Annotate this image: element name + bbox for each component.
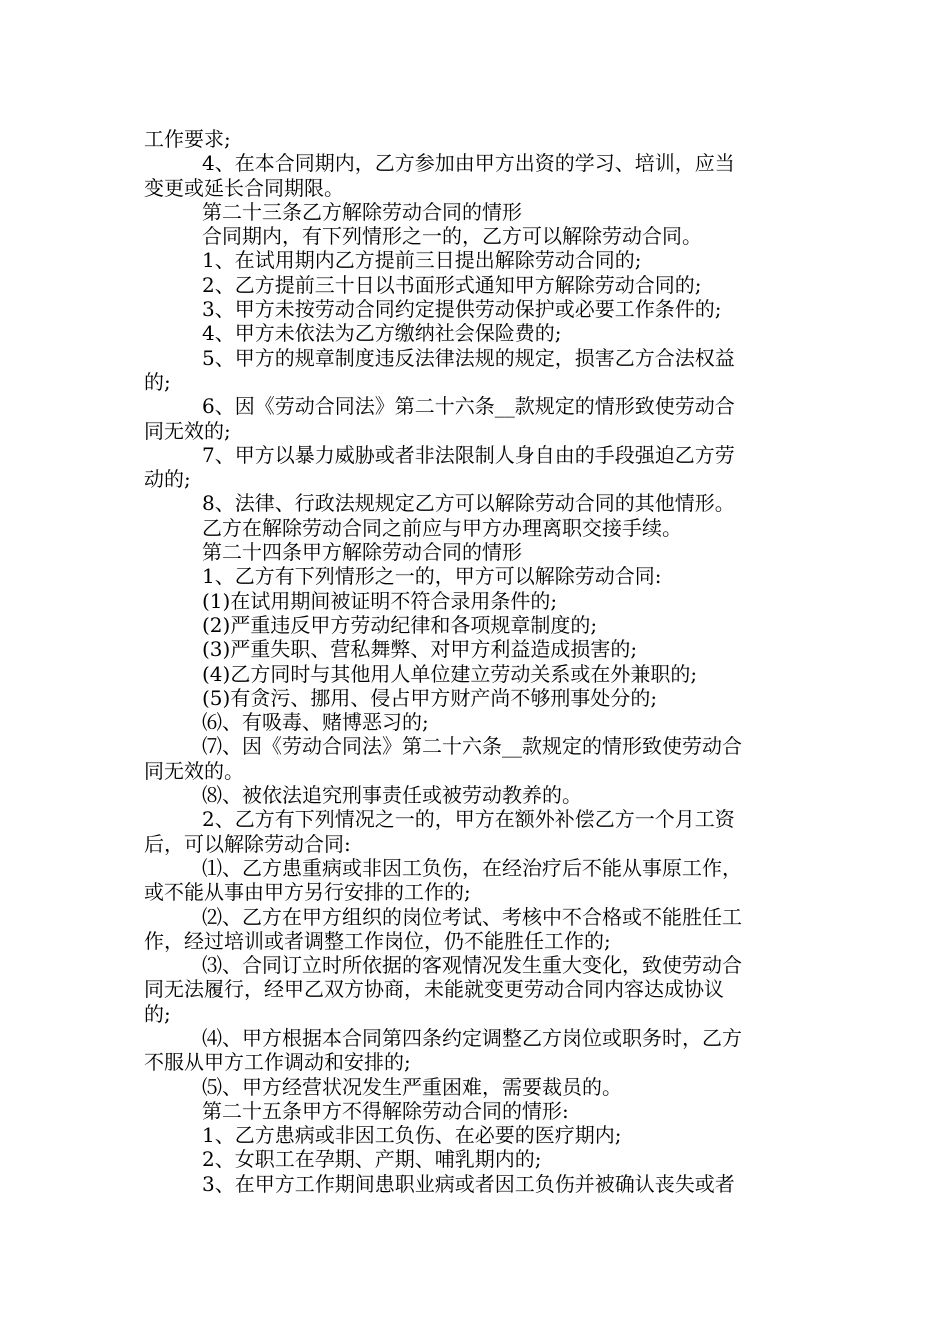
text-line: ⑶、合同订立时所依据的客观情况发生重大变化，致使劳动合 bbox=[202, 953, 742, 978]
text-line: 1、乙方有下列情形之一的，甲方可以解除劳动合同: bbox=[202, 564, 662, 589]
text-line: ⑺、因《劳动合同法》第二十六条__款规定的情形致使劳动合 bbox=[202, 734, 742, 759]
text-line: 6、因《劳动合同法》第二十六条__款规定的情形致使劳动合 bbox=[202, 394, 735, 419]
text-line: 同无效的; bbox=[144, 418, 231, 443]
text-line: 的; bbox=[144, 1001, 171, 1026]
text-line: 第二十三条乙方解除劳动合同的情形 bbox=[202, 199, 522, 224]
text-line: (3)严重失职、营私舞弊、对甲方利益造成损害的; bbox=[202, 637, 638, 662]
text-line: ⑸、甲方经营状况发生严重困难，需要裁员的。 bbox=[202, 1074, 622, 1099]
text-line: 第二十五条甲方不得解除劳动合同的情形: bbox=[202, 1098, 569, 1123]
text-line: 的; bbox=[144, 369, 171, 394]
text-line: (1)在试用期间被证明不符合录用条件的; bbox=[202, 588, 558, 613]
text-line: ⑵、乙方在甲方组织的岗位考试、考核中不合格或不能胜任工 bbox=[202, 904, 742, 929]
document-body bbox=[144, 127, 812, 1196]
text-line: 作，经过培训或者调整工作岗位，仍不能胜任工作的; bbox=[144, 928, 611, 953]
text-line: 8、法律、行政法规规定乙方可以解除劳动合同的其他情形。 bbox=[202, 491, 735, 516]
text-line: ⑷、甲方根据本合同第四条约定调整乙方岗位或职务时，乙方 bbox=[202, 1025, 742, 1050]
text-line: 2、乙方有下列情况之一的，甲方在额外补偿乙方一个月工资 bbox=[202, 807, 735, 832]
text-line: 1、在试用期内乙方提前三日提出解除劳动合同的; bbox=[202, 248, 642, 273]
text-line: 5、甲方的规章制度违反法律法规的规定，损害乙方合法权益 bbox=[202, 345, 735, 370]
text-line: 乙方在解除劳动合同之前应与甲方办理离职交接手续。 bbox=[202, 515, 682, 540]
text-line: 同无效的。 bbox=[144, 758, 244, 783]
text-line: ⑴、乙方患重病或非因工负伤，在经治疗后不能从事原工作， bbox=[202, 855, 742, 880]
text-line: 3、在甲方工作期间患职业病或者因工负伤并被确认丧失或者 bbox=[202, 1171, 735, 1196]
text-line: 动的; bbox=[144, 467, 191, 492]
text-line: ⑻、被依法追究刑事责任或被劳动教养的。 bbox=[202, 783, 582, 808]
text-line: 或不能从事由甲方另行安排的工作的; bbox=[144, 880, 471, 905]
text-line: 第二十四条甲方解除劳动合同的情形 bbox=[202, 540, 522, 565]
text-line: 2、女职工在孕期、产期、哺乳期内的; bbox=[202, 1147, 542, 1172]
text-line: 合同期内，有下列情形之一的，乙方可以解除劳动合同。 bbox=[202, 224, 702, 249]
text-line: (5)有贪污、挪用、侵占甲方财产尚不够刑事处分的; bbox=[202, 685, 658, 710]
text-line: ⑹、有吸毒、赌博恶习的; bbox=[202, 710, 429, 735]
text-line: 工作要求; bbox=[144, 127, 231, 151]
text-line: 变更或延长合同期限。 bbox=[144, 175, 344, 200]
text-line: 同无法履行，经甲乙双方协商，未能就变更劳动合同内容达成协议 bbox=[144, 977, 724, 1002]
text-line: 7、甲方以暴力威胁或者非法限制人身自由的手段强迫乙方劳 bbox=[202, 442, 735, 467]
text-line: (2)严重违反甲方劳动纪律和各项规章制度的; bbox=[202, 612, 598, 637]
text-line: 2、乙方提前三十日以书面形式通知甲方解除劳动合同的; bbox=[202, 272, 702, 297]
text-line: 3、甲方未按劳动合同约定提供劳动保护或必要工作条件的; bbox=[202, 297, 722, 322]
text-line: 1、乙方患病或非因工负伤、在必要的医疗期内; bbox=[202, 1123, 622, 1148]
text-line: 4、甲方未依法为乙方缴纳社会保险费的; bbox=[202, 321, 562, 346]
text-line: 不服从甲方工作调动和安排的; bbox=[144, 1050, 411, 1075]
text-line: (4)乙方同时与其他用人单位建立劳动关系或在外兼职的; bbox=[202, 661, 698, 686]
text-line: 后，可以解除劳动合同: bbox=[144, 831, 351, 856]
text-line: 4、在本合同期内，乙方参加由甲方出资的学习、培训，应当 bbox=[202, 151, 735, 176]
